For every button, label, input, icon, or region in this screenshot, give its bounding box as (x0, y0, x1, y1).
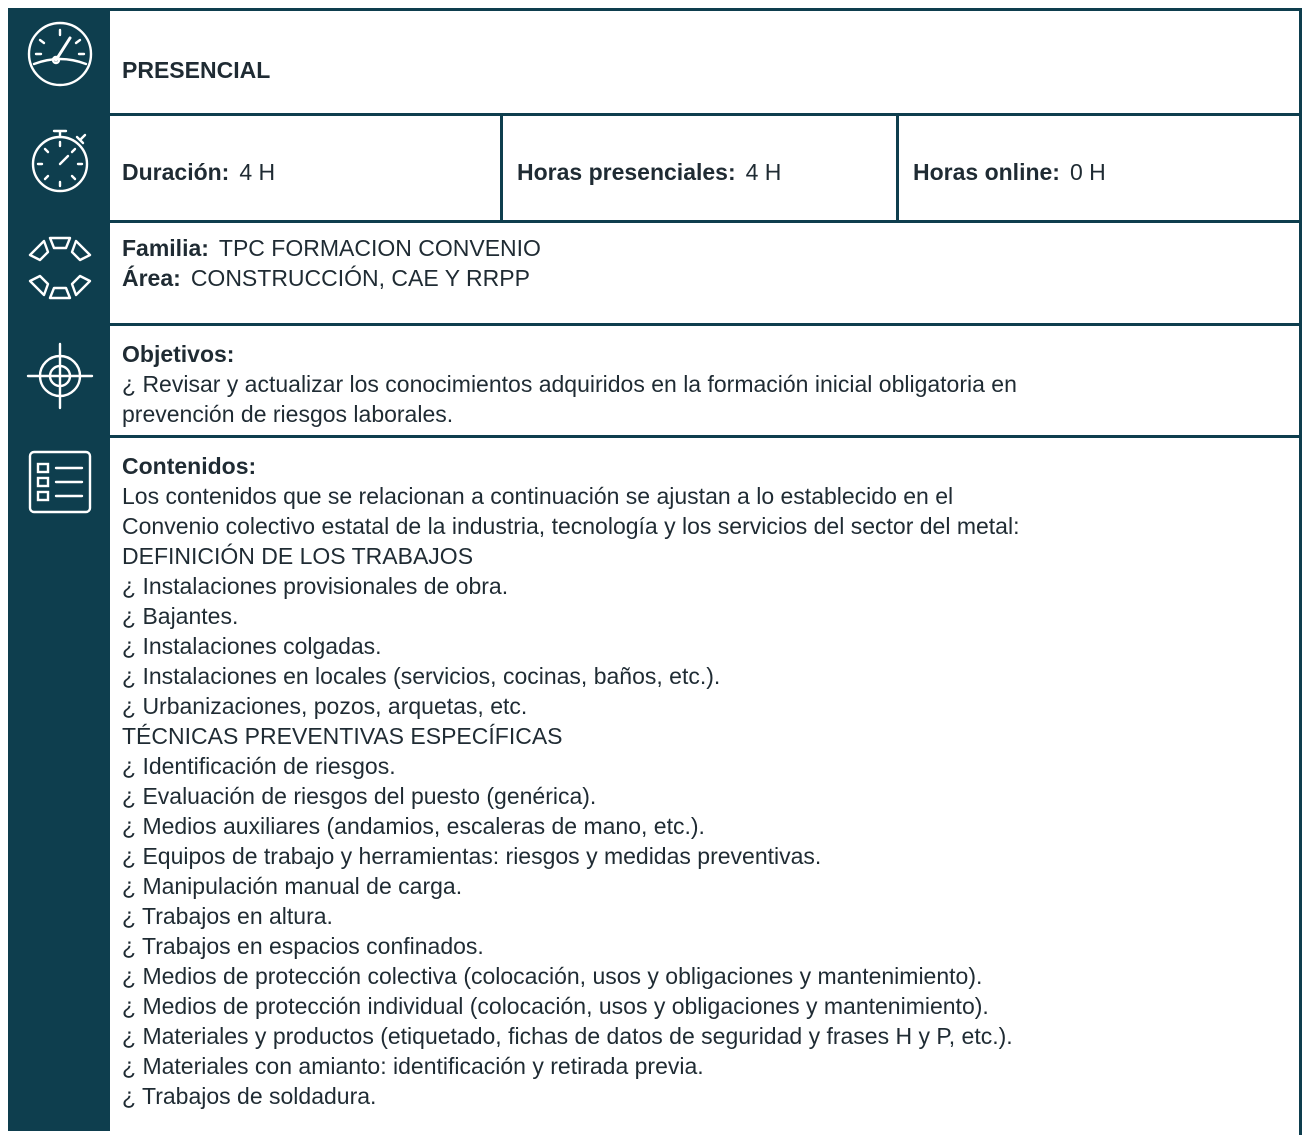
contents-row (110, 435, 1302, 1135)
objectives-row (110, 323, 1302, 435)
modality-row (110, 8, 1302, 113)
objectives-line: ¿ Revisar y actualizar los conocimientos adquiridos en la formación inicial obligatoria en (122, 371, 1017, 397)
speedometer-icon (26, 20, 94, 88)
contents-list-item: ¿ Materiales con amianto: identificación y retirada previa. (122, 1053, 704, 1079)
family-row (110, 220, 1302, 323)
objectives-label: Objetivos: (122, 341, 235, 367)
duration-value: 4 H (239, 159, 276, 185)
contents-list-item: ¿ Materiales y productos (etiquetado, fichas de datos de seguridad y frases H y P, etc.). (122, 1023, 1013, 1049)
area-value: CONSTRUCCIÓN, CAE Y RRPP (190, 265, 530, 291)
presential-value: 4 H (745, 159, 782, 185)
contents-list-item: ¿ Manipulación manual de carga. (122, 873, 463, 899)
family-value: TPC FORMACION CONVENIO (218, 235, 541, 261)
contents-list-item: ¿ Instalaciones en locales (servicios, cocinas, baños, etc.). (122, 663, 721, 689)
contents-section-heading: DEFINICIÓN DE LOS TRABAJOS (122, 543, 474, 569)
contents-list-item: ¿ Instalaciones provisionales de obra. (122, 573, 509, 599)
contents-list-item: ¿ Urbanizaciones, pozos, arquetas, etc. (122, 693, 528, 719)
contents-list-item: ¿ Identificación de riesgos. (122, 753, 396, 779)
icon-sidebar (8, 8, 110, 1131)
checklist-icon (26, 448, 94, 516)
contents-list-item: ¿ Medios auxiliares (andamios, escaleras de mano, etc.). (122, 813, 705, 839)
contents-list-item: ¿ Trabajos en espacios confinados. (122, 933, 484, 959)
online-value: 0 H (1069, 159, 1106, 185)
contents-list-item: ¿ Trabajos en altura. (122, 903, 333, 929)
duration-cell (122, 116, 500, 220)
contents-intro-line: Convenio colectivo estatal de la industria, tecnología y los servicios del sector del metal: (122, 513, 1020, 539)
area-label: Área: (122, 265, 181, 291)
crosshair-target-icon (26, 342, 94, 410)
contents-list-item: ¿ Medios de protección colectiva (colocación, usos y obligaciones y mantenimiento). (122, 963, 983, 989)
hours-row (110, 113, 1302, 220)
online-label: Horas online: (913, 159, 1060, 185)
contents-list-item: ¿ Bajantes. (122, 603, 239, 629)
contents-list-item: ¿ Medios de protección individual (colocación, usos y obligaciones y mantenimiento). (122, 993, 989, 1019)
contents-list-item: ¿ Instalaciones colgadas. (122, 633, 382, 659)
contents-label: Contenidos: (122, 453, 257, 479)
duration-label: Duración: (122, 159, 230, 185)
contents-list-item: ¿ Equipos de trabajo y herramientas: riesgos y medidas preventivas. (122, 843, 822, 869)
contents-list-item: ¿ Evaluación de riesgos del puesto (genérica). (122, 783, 597, 809)
contents-list-item: ¿ Trabajos de soldadura. (122, 1083, 377, 1109)
stopwatch-icon (26, 126, 94, 194)
modality-label: PRESENCIAL (122, 57, 271, 83)
contents-intro-line: Los contenidos que se relacionan a continuación se ajustan a lo establecido en el (122, 483, 954, 509)
family-label: Familia: (122, 235, 209, 261)
presential-cell (500, 116, 896, 220)
contents-section-heading: TÉCNICAS PREVENTIVAS ESPECÍFICAS (122, 723, 563, 749)
objectives-line: prevención de riesgos laborales. (122, 401, 454, 427)
online-cell (896, 116, 1299, 220)
presential-label: Horas presenciales: (517, 159, 736, 185)
segmented-circle-icon (26, 234, 94, 302)
